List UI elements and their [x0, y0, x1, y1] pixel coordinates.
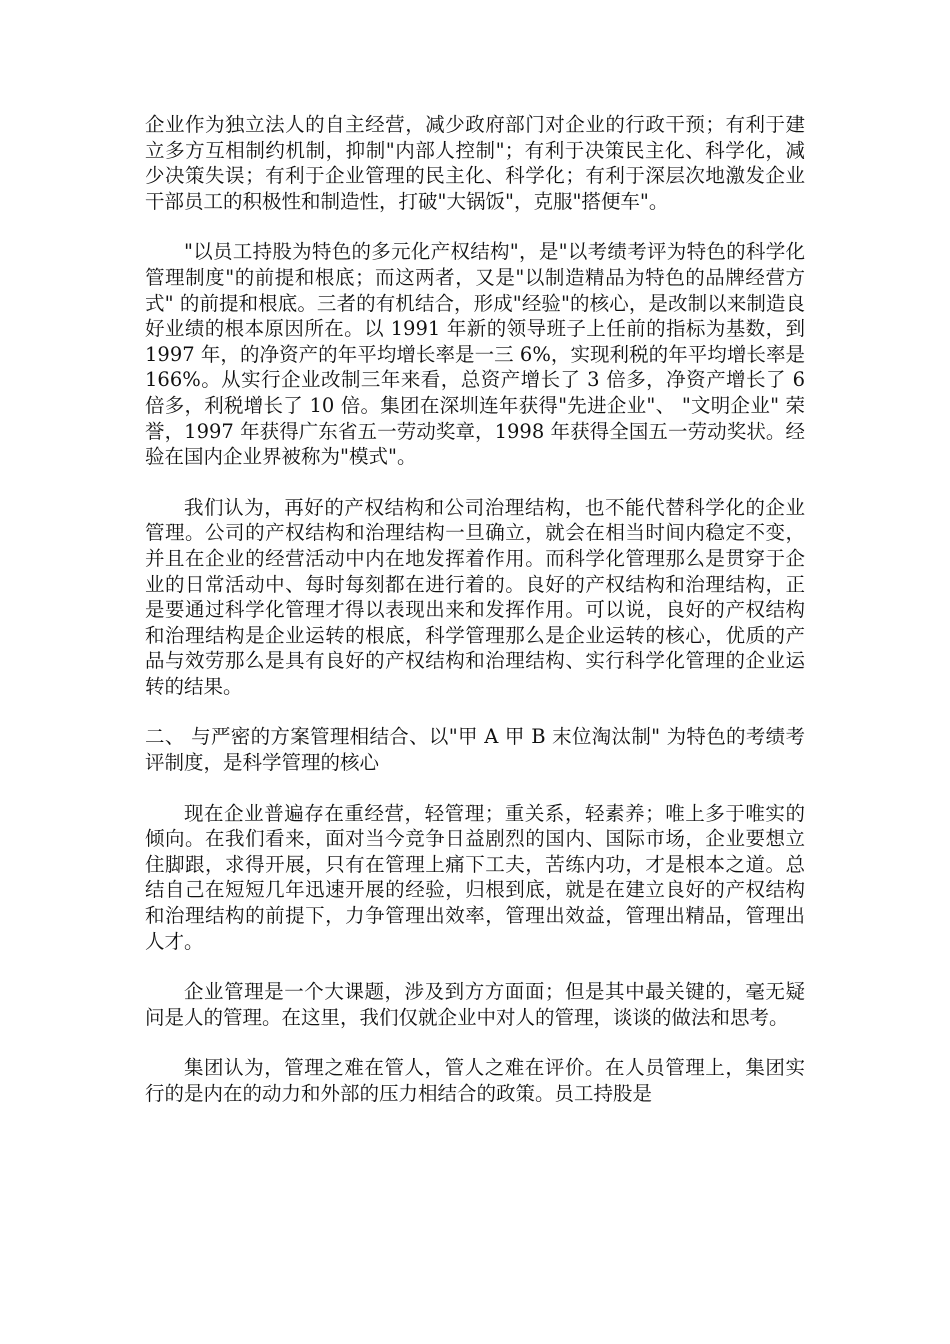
- paragraph-6: 集团认为，管理之难在管人，管人之难在评价。在人员管理上，集团实行的是内在的动力和外部的压力相结合的政策。员工持股是: [145, 1056, 805, 1105]
- paragraph-4: 现在企业普遍存在重经营，轻管理；重关系，轻素养；唯上多于唯实的倾向。在我们看来，面对当今竞争日益剧烈的国内、国际市场，企业要想立住脚跟，求得开展，只有在管理上痛下工夫，苦练内功，才是根本之道。总结自己在短短几年迅速开展的经验，归根到底，就是在建立良好的产权结构和治理结构的前提下，力争管理出效率，管理出效益，管理出精品，管理出人才。: [145, 801, 805, 953]
- section-heading: 二、 与严密的方案管理相结合、以"甲 A 甲 B 末位淘汰制" 为特色的考绩考评制度，是科学管理的核心: [145, 725, 805, 775]
- paragraph-5: 企业管理是一个大课题，涉及到方方面面；但是其中最关键的，毫无疑问是人的管理。在这里，我们仅就企业中对人的管理，谈谈的做法和思考。: [145, 980, 805, 1029]
- paragraph-2: "以员工持股为特色的多元化产权结构"，是"以考绩考评为特色的科学化管理制度"的前提和根底；而这两者，又是"以制造精品为特色的品牌经营方式" 的前提和根底。三者的有机结合，形成"经验"的核心，是改制以来制造良好业绩的根本原因所在。以 1991 年新的领导班子上任前的指标为基数，到 1997 年，的净资产的年平均增长率是一三 6%，实现利税的年平均增长率是 166%。从实行企业改制三年来看，总资产增长了 3 倍多，净资产增长了 6 倍多，利税增长了 10 倍。集团在深圳连年获得"先进企业"、 "文明企业" 荣誉，1997 年获得广东省五一劳动奖章，1998 年获得全国五一劳动奖状。经验在国内企业界被称为"模式"。: [145, 240, 805, 469]
- paragraph-3: 我们认为，再好的产权结构和公司治理结构，也不能代替科学化的企业管理。公司的产权结构和治理结构一旦确立，就会在相当时间内稳定不变，并且在企业的经营活动中内在地发挥着作用。而科学化管理那么是贯穿于企业的日常活动中、每时每刻都在进行着的。良好的产权结构和治理结构，正是要通过科学化管理才得以表现出来和发挥作用。可以说，良好的产权结构和治理结构是企业运转的根底，科学管理那么是企业运转的核心，优质的产品与效劳那么是具有良好的产权结构和治理结构、实行科学化管理的企业运转的结果。: [145, 495, 805, 698]
- paragraph-1: 企业作为独立法人的自主经营，减少政府部门对企业的行政干预；有利于建立多方互相制约机制，抑制"内部人控制"；有利于决策民主化、科学化，减少决策失误；有利于企业管理的民主化、科学化；有利于深层次地激发企业干部员工的积极性和制造性，打破"大锅饭"，克服"搭便车"。: [145, 113, 805, 213]
- document-page: [145, 112, 805, 1132]
